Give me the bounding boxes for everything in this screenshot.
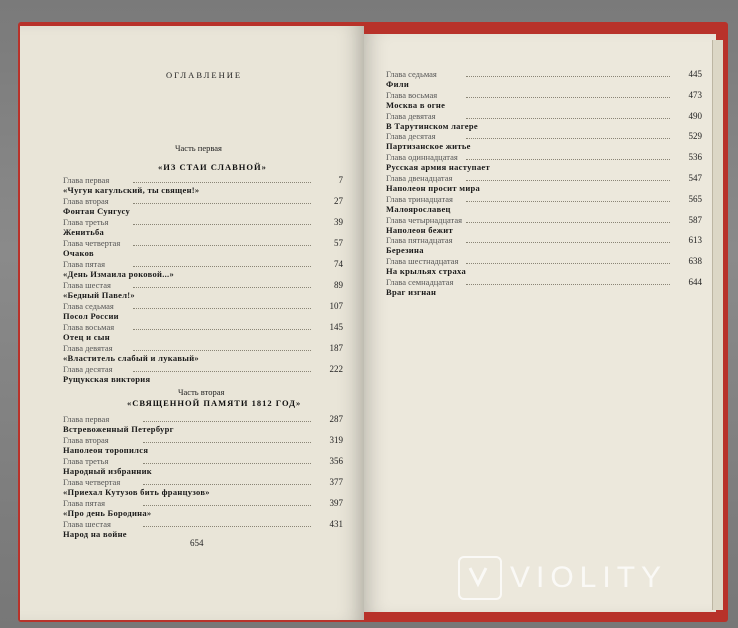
chapter-label: Глава четвертая [63, 238, 121, 248]
chapter-title: Москва в огне [386, 99, 446, 110]
leader-dots [133, 266, 311, 267]
page-number: 377 [329, 477, 343, 487]
chapter-label: Глава шестая [63, 280, 111, 290]
leader-dots [466, 201, 670, 202]
chapter-title: Отец и сын [63, 332, 110, 342]
chapter-label: Глава вторая [63, 196, 109, 206]
page-number: 473 [688, 89, 702, 100]
page-number: 638 [688, 256, 702, 267]
chapter-label: Глава двенадцатая [386, 173, 453, 183]
chapter-title: «Чугун кагульский, ты священ!» [63, 185, 200, 195]
chapter-title: Народ на войне [63, 529, 127, 539]
chapter-title: Враг изгнан [386, 287, 437, 297]
chapter-label: Глава пятая [63, 498, 106, 508]
page-number: 547 [688, 173, 702, 183]
page-number: 74 [334, 259, 343, 269]
leader-dots [133, 245, 311, 246]
chapter-label: Глава пятнадцатая [386, 235, 453, 246]
chapter-title: Наполеон просит мира [386, 183, 481, 193]
chapter-label: Глава шестнадцатая [386, 256, 459, 267]
chapter-title: «Про день Бородина» [63, 508, 152, 518]
chapter-title: Березина [386, 245, 424, 256]
chapter-title: Рущукская виктория [63, 374, 151, 384]
page-number: 536 [688, 152, 702, 163]
chapter-title: Наполеон торопился [63, 445, 149, 455]
chapter-label: Глава третья [63, 217, 109, 227]
chapter-label: Глава девятая [63, 343, 113, 353]
chapter-title: В Тарутинском лагере [386, 120, 478, 131]
page-number: 7 [338, 175, 343, 185]
chapter-title: «День Измаила роковой...» [63, 269, 175, 279]
chapter-label: Глава четырнадцатая [386, 214, 463, 225]
chapter-title: Фонтан Сунгусу [63, 206, 131, 216]
page-number: 89 [334, 280, 343, 290]
page-number: 57 [334, 238, 343, 248]
leader-dots [143, 526, 311, 527]
chapter-label: Глава вторая [63, 435, 109, 445]
leader-dots [466, 159, 670, 160]
chapter-label: Глава седьмая [63, 301, 114, 311]
page-number: 27 [334, 196, 343, 206]
chapter-title: Посол России [63, 311, 119, 321]
leader-dots [143, 442, 311, 443]
page-number: 431 [329, 519, 343, 529]
chapter-label: Глава первая [63, 414, 110, 424]
chapter-label: Глава пятая [63, 259, 106, 269]
leader-dots [133, 329, 311, 330]
chapter-label: Глава первая [63, 175, 110, 185]
leader-dots [466, 118, 670, 119]
chapter-label: Глава одиннадцатая [386, 152, 458, 163]
chapter-title: На крыльях страха [386, 266, 467, 277]
leader-dots [133, 182, 311, 183]
chapter-title: Народный избранник [63, 466, 152, 476]
page-number: 490 [688, 110, 702, 121]
chapter-label: Глава девятая [386, 110, 436, 121]
chapter-title: Партизанское житье [386, 141, 471, 152]
leader-dots [133, 287, 311, 288]
page-number: 107 [329, 301, 343, 311]
leader-dots [133, 203, 311, 204]
leader-dots [466, 76, 670, 77]
page-number: 445 [688, 69, 702, 79]
page-number: 397 [329, 498, 343, 508]
chapter-title: Очаков [63, 248, 94, 258]
leader-dots [133, 308, 311, 309]
chapter-label: Глава десятая [386, 131, 436, 142]
leader-dots [466, 242, 670, 243]
page-number: 613 [688, 235, 702, 246]
chapter-title: Женитьба [63, 227, 105, 237]
leader-dots [466, 284, 670, 285]
chapter-title: Встревоженный Петербург [63, 424, 174, 434]
page-number: 287 [329, 414, 343, 424]
page-number: 356 [329, 456, 343, 466]
violity-logo-icon [458, 556, 502, 600]
leader-dots [133, 350, 311, 351]
chapter-title: Наполеон бежит [386, 224, 453, 235]
leader-dots [466, 263, 670, 264]
page-number: 587 [688, 214, 702, 225]
chapter-label: Глава третья [63, 456, 109, 466]
chapter-title: Русская армия наступает [386, 162, 490, 173]
chapter-title: «Властитель слабый и лукавый» [63, 353, 199, 363]
chapter-label: Глава четвертая [63, 477, 121, 487]
leader-dots [466, 138, 670, 139]
page-number: 529 [688, 131, 702, 142]
chapter-title: «Бедный Павел!» [63, 290, 135, 300]
chapter-label: Глава седьмая [386, 69, 437, 79]
chapter-label: Глава тринадцатая [386, 193, 453, 204]
page-number: 187 [329, 343, 343, 353]
chapter-label: Глава шестая [63, 519, 111, 529]
chapter-label: Глава восьмая [386, 89, 438, 100]
part2-label: Часть вторая [178, 387, 225, 397]
page-number: 222 [329, 364, 343, 374]
leader-dots [133, 371, 311, 372]
leader-dots [143, 484, 311, 485]
page-edges [712, 40, 723, 610]
chapter-label: Глава семнадцатая [386, 277, 454, 287]
chapter-label: Глава восьмая [63, 322, 115, 332]
leader-dots [466, 222, 670, 223]
contents-heading: ОГЛАВЛЕНИЕ [166, 70, 243, 80]
page-number: 39 [334, 217, 343, 227]
leader-dots [133, 224, 311, 225]
leader-dots [143, 463, 311, 464]
page-number: 145 [329, 322, 343, 332]
chapter-title: «Приехал Кутузов бить французов» [63, 487, 210, 497]
page-number: 319 [329, 435, 343, 445]
watermark-text: VIOLITY [510, 561, 668, 594]
page-number: 644 [688, 277, 702, 287]
leader-dots [466, 180, 670, 181]
page-number: 565 [688, 193, 702, 204]
leader-dots [143, 505, 311, 506]
watermark [458, 556, 667, 600]
chapter-title: Малоярославец [386, 203, 451, 214]
leader-dots [143, 421, 311, 422]
part1-label: Часть первая [175, 143, 222, 153]
left-page-number: 654 [190, 538, 204, 548]
chapter-title: Фили [386, 79, 410, 89]
leader-dots [466, 97, 670, 98]
chapter-label: Глава десятая [63, 364, 113, 374]
part1-title: «ИЗ СТАИ СЛАВНОЙ» [158, 162, 267, 172]
part2-title: «СВЯЩЕННОЙ ПАМЯТИ 1812 ГОД» [127, 398, 302, 408]
